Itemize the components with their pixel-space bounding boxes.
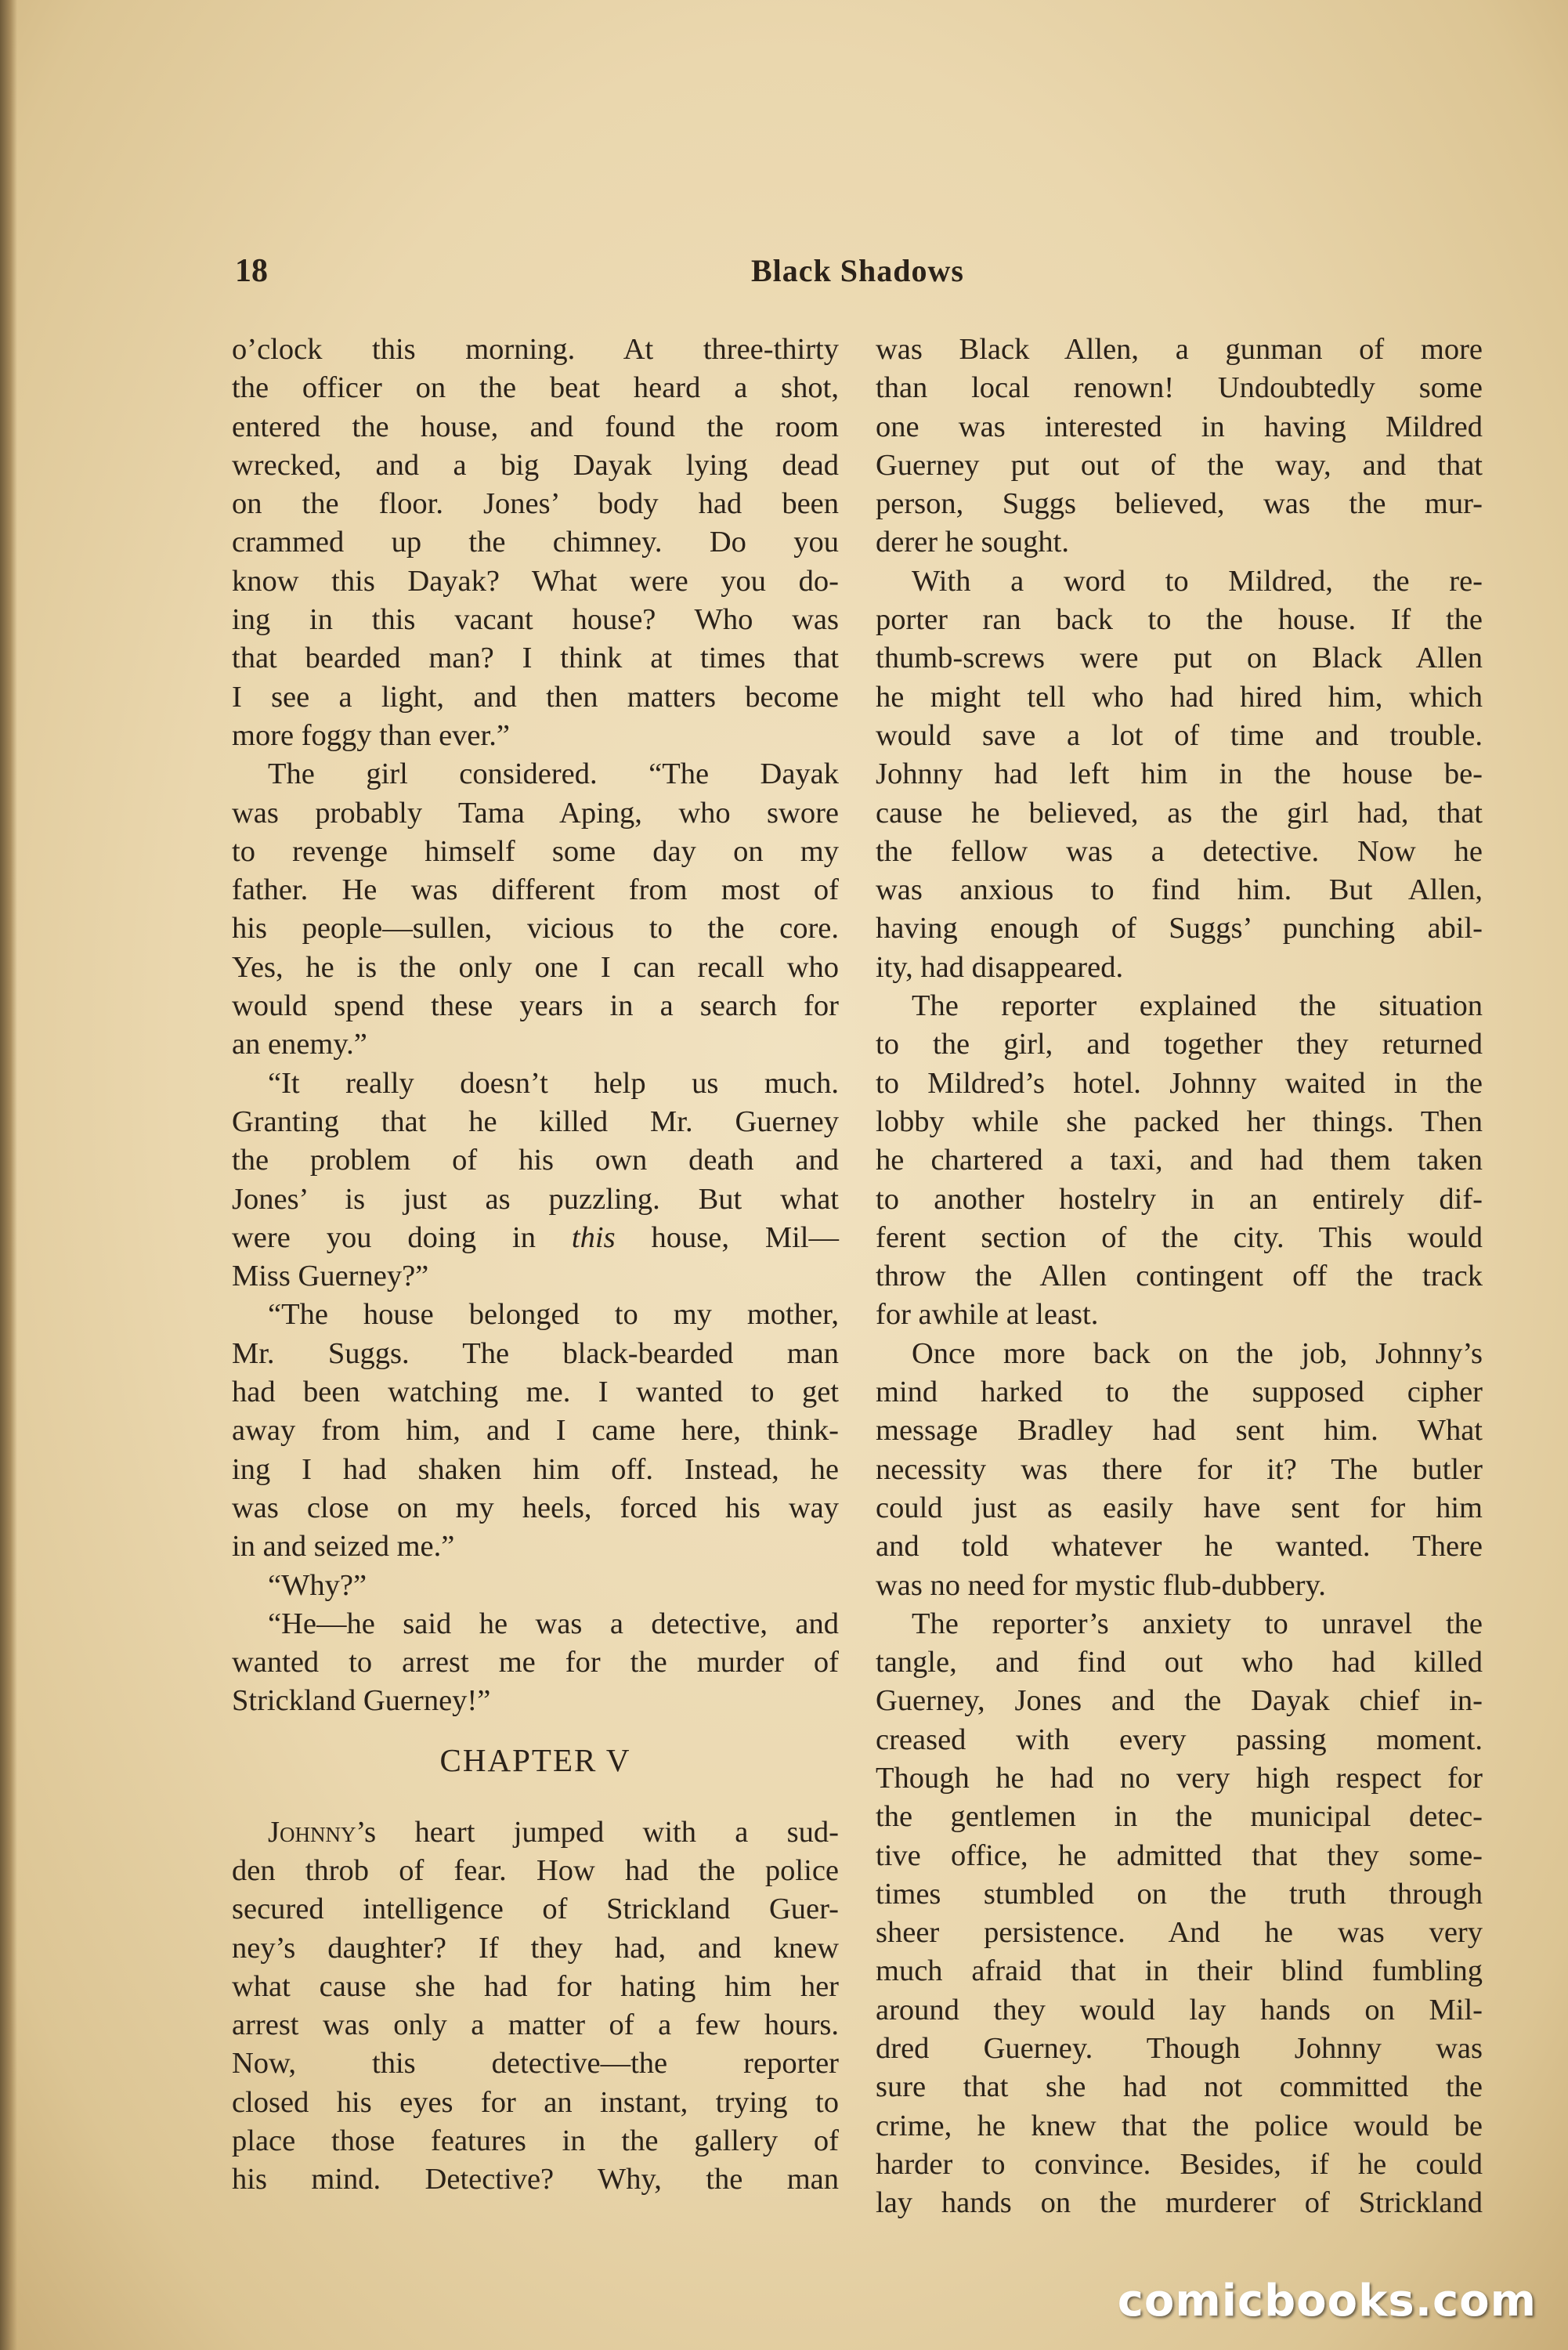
text-segment: were you doing in (232, 1220, 572, 1254)
book-spine-shadow (0, 0, 17, 2350)
text-line: around they would lay hands on Mil- (876, 1993, 1483, 2026)
text-line: in and seized me.” (232, 1530, 455, 1564)
text-line: much afraid that in their blind fumbling (876, 1954, 1483, 1988)
text-line: was no need for mystic flub-dubbery. (876, 1568, 1326, 1602)
text-line: one was interested in having Mildred (876, 410, 1483, 443)
text-line: Once more back on the job, Johnny’s (912, 1336, 1483, 1370)
text-line: ity, had disappeared. (876, 950, 1124, 984)
text-line: entered the house, and found the room (232, 410, 839, 443)
text-line: harder to convince. Besides, if he could (876, 2147, 1483, 2181)
text-line: away from him, and I came here, think- (232, 1414, 839, 1448)
text-line: the fellow was a detective. Now he (876, 834, 1483, 868)
page-header (235, 252, 1480, 296)
text-line: ing I had shaken him off. Instead, he (232, 1452, 839, 1486)
text-line: The reporter explained the situation (912, 989, 1483, 1023)
text-line: had been watching me. I wanted to get (232, 1376, 839, 1409)
text-line: I see a light, and then matters become (232, 680, 839, 714)
text-line: “It really doesn’t help us much. (268, 1066, 839, 1100)
text-line: for awhile at least. (876, 1298, 1099, 1332)
text-line: on the floor. Jones’ body had been (232, 487, 839, 521)
text-line: crammed up the chimney. Do you (232, 526, 839, 559)
text-line: wanted to arrest me for the murder of (232, 1646, 839, 1679)
site-watermark: comicbooks.com (1117, 2276, 1537, 2326)
text-line: den throb of fear. How had the police (232, 1853, 839, 1887)
text-line: porter ran back to the house. If the (876, 603, 1483, 637)
text-line: Miss Guerney?” (232, 1260, 429, 1293)
text-line: With a word to Mildred, the re- (912, 564, 1483, 598)
text-line: closed his eyes for an instant, trying to (232, 2085, 839, 2119)
text-line: father. He was different from most of (232, 873, 839, 907)
text-line: to another hostelry in an entirely dif- (876, 1182, 1483, 1216)
text-line: than local renown! Undoubtedly some (876, 371, 1483, 405)
text-line: “Why?” (268, 1568, 367, 1602)
text-line: “The house belonged to my mother, (268, 1298, 839, 1332)
text-line: the gentlemen in the municipal detec- (876, 1800, 1483, 1834)
text-line: Jones’ is just as puzzling. But what (232, 1182, 839, 1216)
text-line: The girl considered. “The Dayak (268, 757, 839, 791)
text-line: could just as easily have sent for him (876, 1491, 1483, 1524)
text-line: lay hands on the murderer of Strickland (876, 2186, 1483, 2220)
text-line: sure that she had not committed the (876, 2070, 1483, 2104)
text-line: Guerney, Jones and the Dayak chief in- (876, 1684, 1483, 1718)
text-line: tangle, and find out who had killed (876, 1646, 1483, 1679)
text-line: would spend these years in a search for (232, 989, 839, 1023)
text-line: know this Dayak? What were you do- (232, 564, 839, 598)
chapter-heading: CHAPTER V (439, 1741, 631, 1778)
text-line: The reporter’s anxiety to unravel the (912, 1607, 1483, 1640)
text-line: the officer on the beat heard a shot, (232, 371, 839, 405)
text-line: wrecked, and a big Dayak lying dead (232, 448, 839, 482)
text-line: was Black Allen, a gunman of more (876, 333, 1483, 366)
text-line: the problem of his own death and (232, 1144, 839, 1177)
smallcaps-word: Johnny (268, 1815, 356, 1849)
text-line: more foggy than ever.” (232, 718, 510, 752)
running-title: Black Shadows (751, 253, 964, 288)
text-line: Guerney put out of the way, and that (876, 448, 1483, 482)
text-line: his mind. Detective? Why, the man (232, 2163, 839, 2196)
text-line-with-italic (232, 1219, 839, 1257)
text-line: he might tell who had hired him, which (876, 680, 1483, 714)
text-line: ing in this vacant house? Who was (232, 603, 839, 637)
text-line-with-smallcaps (232, 1813, 839, 1852)
text-line: Strickland Guerney!” (232, 1684, 491, 1718)
page-number: 18 (235, 253, 268, 289)
text-line: times stumbled on the truth through (876, 1877, 1483, 1911)
text-line: to the girl, and together they returned (876, 1028, 1483, 1061)
text-line: was probably Tama Aping, who swore (232, 796, 839, 830)
italic-word: this (571, 1220, 616, 1254)
text-line: to Mildred’s hotel. Johnny waited in the (876, 1066, 1483, 1100)
text-line: Granting that he killed Mr. Guerney (232, 1104, 839, 1138)
text-line: sheer persistence. And he was very (876, 1916, 1483, 1950)
text-line: necessity was there for it? The butler (876, 1452, 1483, 1486)
text-line: Yes, he is the only one I can recall who (232, 950, 839, 984)
text-line: was close on my heels, forced his way (232, 1491, 839, 1524)
text-line: would save a lot of time and trouble. (876, 718, 1483, 752)
text-line: place those features in the gallery of (232, 2124, 839, 2158)
text-line: tive office, he admitted that they some- (876, 1838, 1483, 1872)
text-line: ney’s daughter? If they had, and knew (232, 1931, 839, 1965)
text-line: that bearded man? I think at times that (232, 642, 839, 675)
text-line: an enemy.” (232, 1028, 367, 1061)
text-line: his people—sullen, vicious to the core. (232, 912, 839, 945)
text-line: thumb-screws were put on Black Allen (876, 642, 1483, 675)
left-column (232, 331, 839, 2200)
text-line: arrest was only a matter of a few hours. (232, 2008, 839, 2042)
text-segment: house, Mil— (615, 1220, 839, 1254)
text-line: lobby while she packed her things. Then (876, 1104, 1483, 1138)
text-line: cause he believed, as the girl had, that (876, 796, 1483, 830)
text-line: creased with every passing moment. (876, 1723, 1483, 1756)
text-line: dred Guerney. Though Johnny was (876, 2032, 1483, 2066)
text-line: Johnny had left him in the house be- (876, 757, 1483, 791)
text-line: what cause she had for hating him her (232, 1969, 839, 2003)
text-line: Now, this detective—the reporter (232, 2047, 839, 2081)
text-line: to revenge himself some day on my (232, 834, 839, 868)
text-line: person, Suggs believed, was the mur- (876, 487, 1483, 521)
text-line: Though he had no very high respect for (876, 1761, 1483, 1795)
text-line: o’clock this morning. At three-thirty (232, 333, 839, 366)
text-line: Mr. Suggs. The black-bearded man (232, 1336, 839, 1370)
text-line: ferent section of the city. This would (876, 1220, 1483, 1254)
text-line: derer he sought. (876, 526, 1069, 559)
text-line: having enough of Suggs’ punching abil- (876, 912, 1483, 945)
text-line: message Bradley had sent him. What (876, 1414, 1483, 1448)
text-line: he chartered a taxi, and had them taken (876, 1144, 1483, 1177)
text-line: mind harked to the supposed cipher (876, 1376, 1483, 1409)
right-column (876, 331, 1483, 2223)
text-line: was anxious to find him. But Allen, (876, 873, 1483, 907)
text-line: crime, he knew that the police would be (876, 2109, 1483, 2142)
text-line: throw the Allen contingent off the track (876, 1260, 1483, 1293)
text-line: “He—he said he was a detective, and (268, 1607, 839, 1640)
text-line: secured intelligence of Strickland Guer- (232, 1893, 839, 1926)
text-segment: ’s heart jumped with a sud- (356, 1815, 839, 1849)
text-line: and told whatever he wanted. There (876, 1530, 1483, 1564)
